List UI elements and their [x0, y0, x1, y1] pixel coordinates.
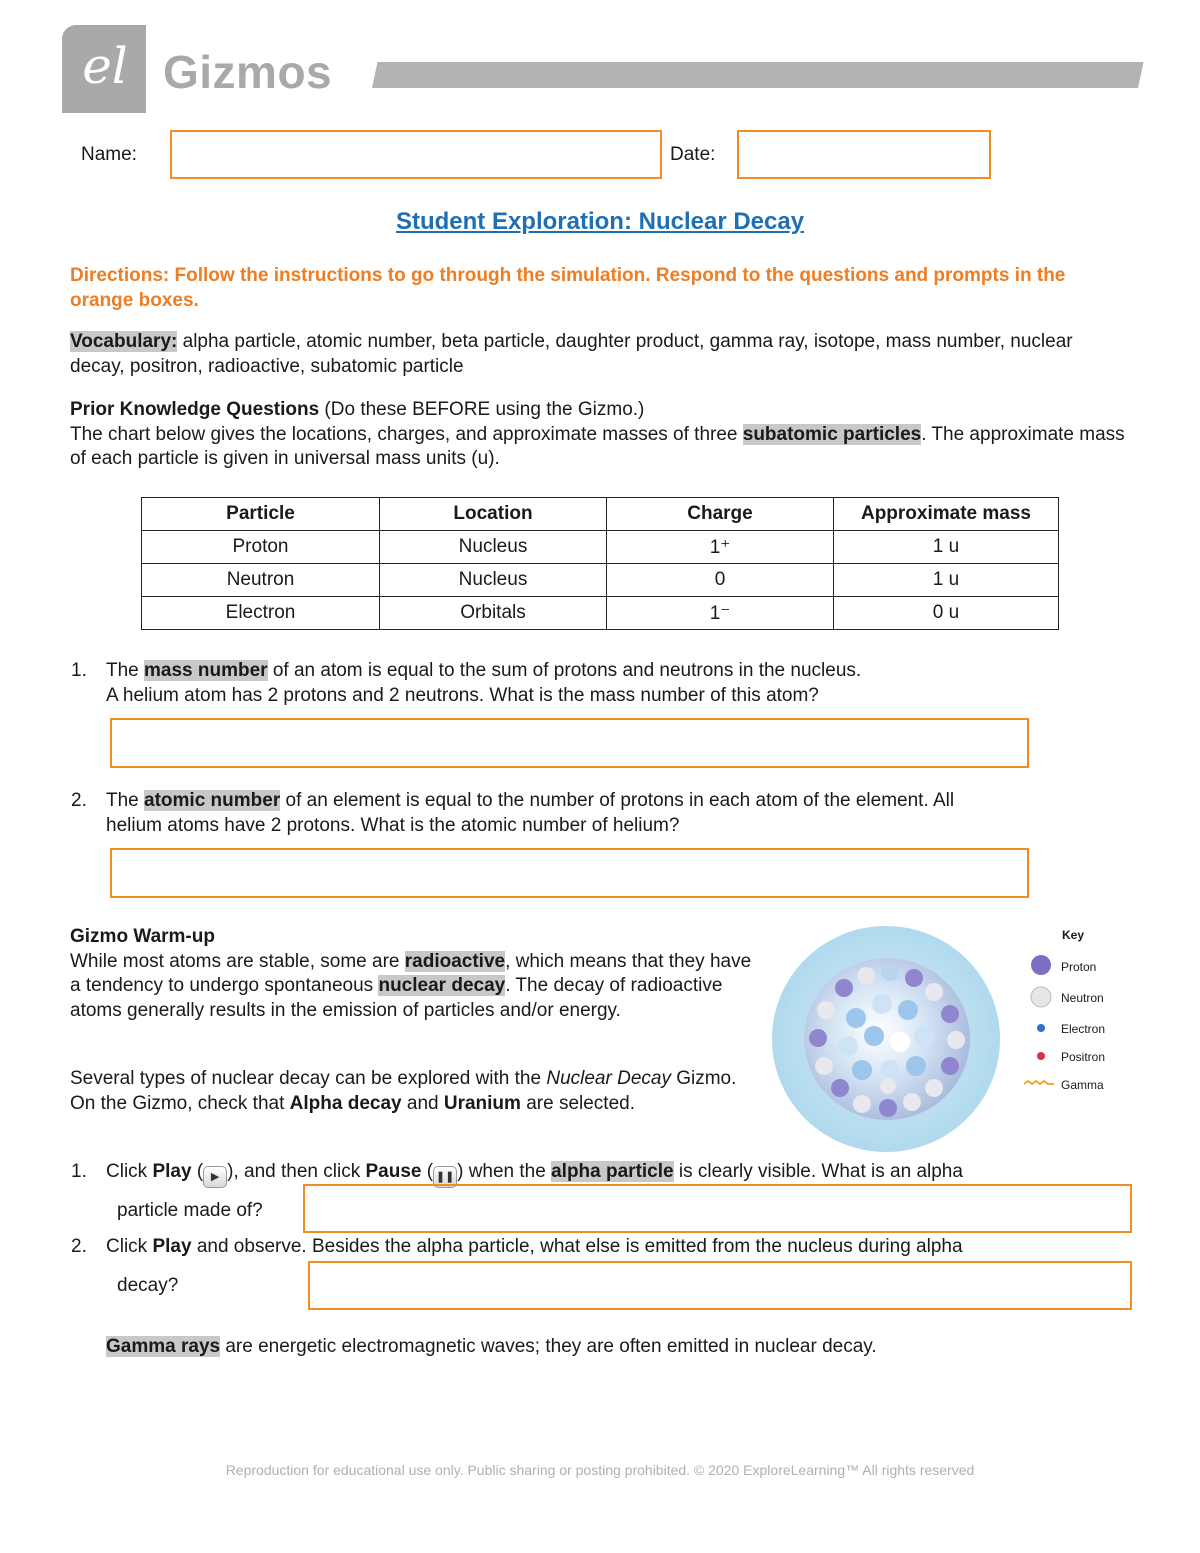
mass-number-term: mass number — [144, 660, 268, 681]
name-field[interactable] — [170, 130, 662, 179]
gamma-note — [106, 1335, 1136, 1360]
w-text: and — [401, 1092, 444, 1114]
q-text: ) when the — [457, 1161, 552, 1182]
pause-label: Pause — [365, 1161, 422, 1182]
answer-box-prior-1[interactable] — [110, 718, 1029, 768]
question-number: 2. — [71, 790, 87, 811]
table-cell: Proton — [142, 531, 380, 564]
play-label: Play — [152, 1161, 192, 1182]
q-text: ), and then click — [227, 1161, 366, 1182]
table-cell: 0 u — [834, 597, 1059, 630]
date-label: Date: — [670, 144, 716, 165]
key-item-gamma: Gamma — [1061, 1078, 1104, 1092]
alpha-decay-option: Alpha decay — [289, 1092, 402, 1114]
question-number: 1. — [71, 1161, 87, 1182]
radioactive-term: radioactive — [404, 950, 506, 972]
q-text: is clearly visible. What is an alpha — [673, 1161, 963, 1182]
proton-swatch-icon — [1031, 955, 1051, 975]
q-text: of an element is equal to the number of protons in each atom of the element. All — [280, 790, 955, 811]
key-item-proton: Proton — [1061, 960, 1097, 974]
vocabulary — [70, 330, 1130, 379]
q-text: Click — [106, 1236, 153, 1257]
play-icon: ▶ — [203, 1166, 227, 1188]
table-cell: Nucleus — [380, 531, 607, 564]
w-text: , which means that they have a tendency to undergo spontaneous — [70, 950, 752, 996]
table-row — [142, 597, 1059, 630]
prior-question-2 — [106, 789, 1126, 838]
prior-heading-note: (Do these BEFORE using the Gizmo.) — [319, 399, 645, 420]
table-cell: 1 u — [834, 531, 1059, 564]
nucleons-svg — [804, 958, 970, 1120]
neutron-swatch-icon — [1031, 987, 1051, 1007]
warmup-paragraph-2 — [70, 1067, 760, 1116]
table-header: Charge — [607, 498, 834, 531]
header-bar — [372, 62, 1144, 88]
brand-name: Gizmos — [163, 46, 333, 98]
table-cell: 0 — [607, 564, 834, 597]
w-text: Gizmo. On the Gizmo, check that — [70, 1068, 737, 1114]
warmup-heading: Gizmo Warm-up — [70, 926, 215, 947]
table-cell: Orbitals — [380, 597, 607, 630]
w-text: While most atoms are stable, some are — [70, 950, 405, 972]
alpha-particle-term: alpha particle — [551, 1161, 674, 1182]
play-label: Play — [152, 1236, 192, 1257]
w-text: Several types of nuclear decay can be explored with the — [70, 1068, 547, 1089]
table-header-row — [142, 498, 1059, 531]
q-text: of an atom is equal to the sum of protons and neutrons in the nucleus. — [267, 660, 862, 681]
atomic-number-term: atomic number — [144, 790, 281, 811]
prior-intro-a: The chart below gives the locations, charges, and approximate masses of three — [70, 423, 743, 445]
key-item-neutron: Neutron — [1061, 991, 1104, 1005]
q-text: and observe. Besides the alpha particle, what else is emitted from the nucleus during alpha — [191, 1236, 963, 1257]
electron-swatch-icon — [1037, 1024, 1045, 1032]
table-cell: 1 u — [834, 564, 1059, 597]
q-text: The — [106, 790, 145, 811]
table-row — [142, 531, 1059, 564]
name-label: Name: — [81, 144, 137, 165]
page-title: Student Exploration: Nuclear Decay — [395, 208, 805, 235]
gamma-swatch-icon — [1024, 1081, 1054, 1084]
pause-icon: ❚❚ — [433, 1166, 457, 1188]
w-text: are selected. — [520, 1092, 636, 1114]
prior-heading: Prior Knowledge Questions — [70, 399, 320, 420]
prior-intro-b: . The approximate mass of each particle is given in universal mass units (u). — [70, 423, 1125, 469]
table-cell: Electron — [142, 597, 380, 630]
q-text: The — [106, 660, 145, 681]
answer-box-warmup-2[interactable] — [308, 1261, 1132, 1310]
prior-knowledge — [70, 398, 1130, 472]
positron-swatch-icon — [1037, 1052, 1045, 1060]
date-field[interactable] — [737, 130, 991, 179]
nuclear-decay-term: nuclear decay — [378, 975, 506, 996]
explorelearning-logo-icon: el — [82, 37, 128, 95]
answer-box-warmup-1[interactable] — [303, 1184, 1132, 1233]
vocabulary-label: Vocabulary: — [70, 331, 178, 352]
q-text: ( — [421, 1161, 434, 1182]
q-text: Click — [106, 1161, 153, 1182]
q-text: A helium atom has 2 protons and 2 neutrons. What is the mass number of this atom? — [106, 684, 819, 706]
gamma-rays-term: Gamma rays — [106, 1336, 221, 1357]
table-header: Approximate mass — [834, 498, 1059, 531]
q-text: ( — [191, 1161, 204, 1182]
table-cell: Nucleus — [380, 564, 607, 597]
directions: Directions: Follow the instructions to go through the simulation. Respond to the questions and prompts in the orange boxes. — [70, 265, 1066, 311]
table-cell: 1⁻ — [607, 597, 834, 630]
table-header: Location — [380, 498, 607, 531]
gizmo-name: Nuclear Decay — [546, 1068, 671, 1089]
table-cell: Neutron — [142, 564, 380, 597]
warmup-paragraph-1 — [70, 925, 760, 1023]
gamma-text: are energetic electromagnetic waves; they are often emitted in nuclear decay. — [220, 1336, 877, 1357]
question-number: 1. — [71, 660, 87, 681]
vocabulary-text: alpha particle, atomic number, beta particle, daughter product, gamma ray, isotope, mass number, nuclear decay, positron, radioactive, subatomic particle — [70, 331, 1073, 377]
w-text: . The decay of radioactive atoms generally results in the emission of particles and/or energy. — [70, 975, 723, 1021]
particle-table — [141, 497, 1059, 630]
table-header: Particle — [142, 498, 380, 531]
key-item-positron: Positron — [1061, 1050, 1106, 1064]
prior-question-1 — [106, 659, 1126, 708]
key-item-electron: Electron — [1061, 1022, 1106, 1036]
footer: Reproduction for educational use only. Public sharing or posting prohibited. © 2020 ExploreLearning™ All rights reserved — [225, 1462, 975, 1478]
warmup-question-2 — [106, 1235, 1136, 1260]
table-row — [142, 564, 1059, 597]
nucleon-cluster — [809, 963, 965, 1117]
answer-box-prior-2[interactable] — [110, 848, 1029, 898]
key-swatches — [1022, 950, 1062, 1095]
q-text: particle made of? — [117, 1200, 263, 1221]
uranium-option: Uranium — [443, 1092, 521, 1114]
subatomic-particles-term: subatomic particles — [742, 423, 922, 445]
table-cell: 1⁺ — [607, 531, 834, 564]
q-text: helium atoms have 2 protons. What is the atomic number of helium? — [106, 814, 680, 836]
q-text: decay? — [117, 1275, 179, 1296]
question-number: 2. — [71, 1236, 87, 1257]
key-title: Key — [1062, 928, 1085, 942]
